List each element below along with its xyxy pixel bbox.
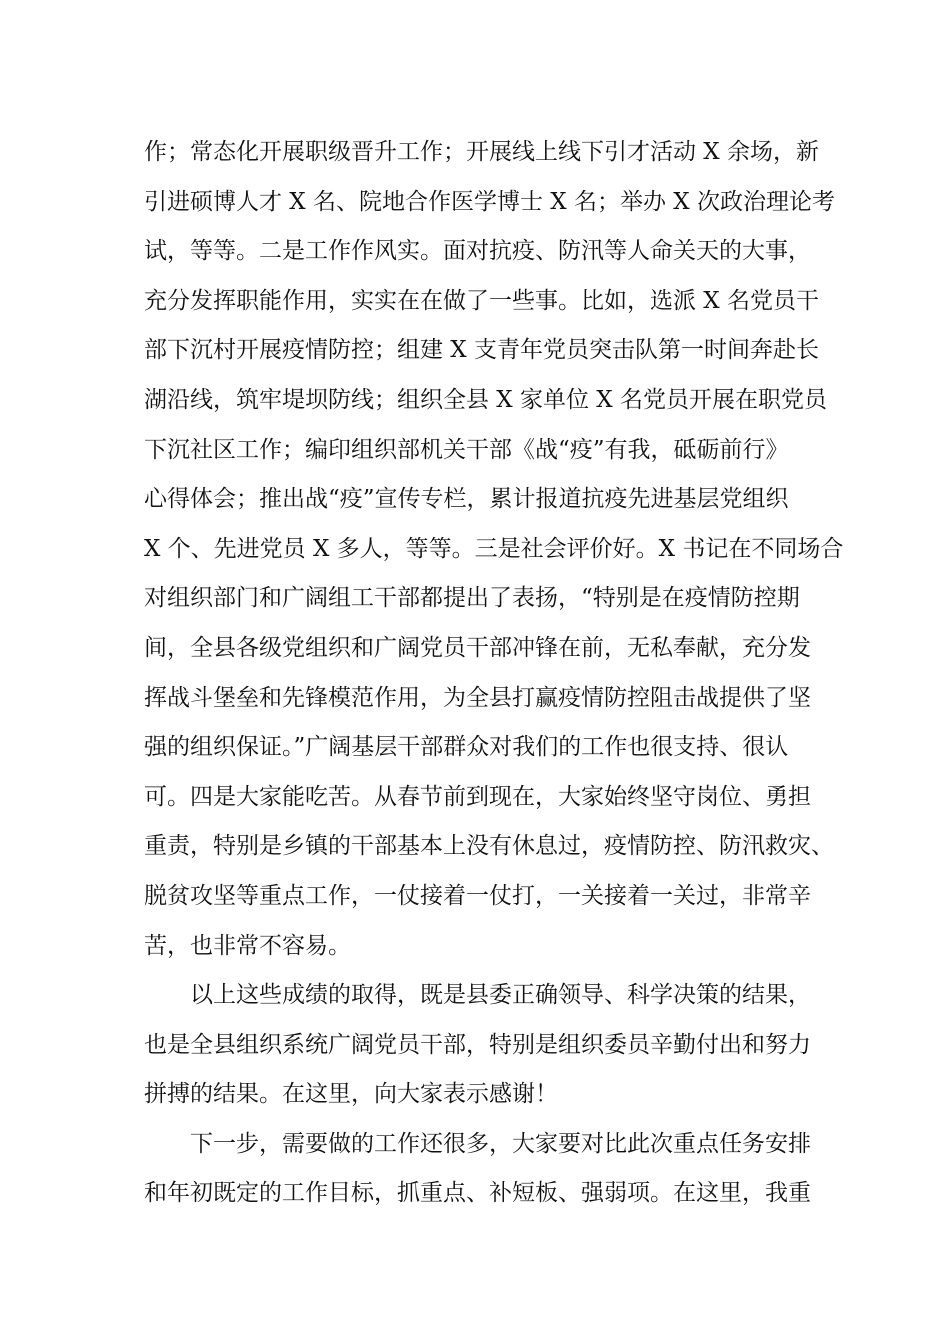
text-line: 作；常态化开展职级晋升工作；开展线上线下引才活动 X 余场，新 [144, 139, 819, 165]
text-line: 部下沉村开展疫情防控；组建 X 支青年党员突击队第一时间奔赴长 [144, 337, 819, 364]
text-line: 也是全县组织系统广阔党员干部，特别是组织委员辛勤付出和努力 [144, 1031, 811, 1058]
text-line: 重责，特别是乡镇的干部基本上没有休息过，疫情防控、防汛救灾、 [144, 833, 834, 860]
text-line: 拼搏的结果。在这里，向大家表示感谢！ [144, 1081, 558, 1108]
text-line: 心得体会；推出战“疫”宣传专栏，累计报道抗疫先进基层党组织 [144, 486, 789, 513]
text-line: X 个、先进党员 X 多人，等等。三是社会评价好。X 书记在不同场合 [144, 535, 844, 562]
text-line: 引进硕博人才 X 名、院地合作医学博士 X 名；举办 X 次政治理论考 [144, 188, 835, 215]
paragraph-start-line: 以上这些成绩的取得，既是县委正确领导、科学决策的结果， [144, 982, 811, 1009]
text-line: 试，等等。二是工作作风实。面对抗疫、防汛等人命关天的大事， [144, 238, 811, 265]
text-line: 脱贫攻坚等重点工作，一仗接着一仗打，一关接着一关过，非常辛 [144, 882, 811, 909]
text-line: 挥战斗堡垒和先锋模范作用，为全县打赢疫情防控阻击战提供了坚 [144, 684, 811, 711]
text-line: 对组织部门和广阔组工干部都提出了表扬，“特别是在疫情防控期 [144, 585, 800, 612]
text-line: 强的组织保证。”广阔基层干部群众对我们的工作也很支持、很认 [144, 734, 789, 761]
text-line: 可。四是大家能吃苦。从春节前到现在，大家始终坚守岗位、勇担 [144, 783, 811, 810]
text-line: 湖沿线，筑牢堤坝防线；组织全县 X 家单位 X 名党员开展在职党员 [144, 386, 827, 413]
text-line: 和年初既定的工作目标，抓重点、补短板、强弱项。在这里，我重 [144, 1180, 811, 1207]
text-line: 充分发挥职能作用，实实在在做了一些事。比如，选派 X 名党员干 [144, 287, 819, 314]
body-text [144, 128, 844, 1219]
text-line: 苦，也非常不容易。 [144, 932, 351, 959]
text-line: 下沉社区工作；编印组织部机关干部《战“疫”有我，砥砺前行》 [144, 436, 789, 463]
paragraph-start-line: 下一步，需要做的工作还很多，大家要对比此次重点任务安排 [144, 1130, 811, 1157]
text-line: 间，全县各级党组织和广阔党员干部冲锋在前，无私奉献，充分发 [144, 634, 811, 661]
